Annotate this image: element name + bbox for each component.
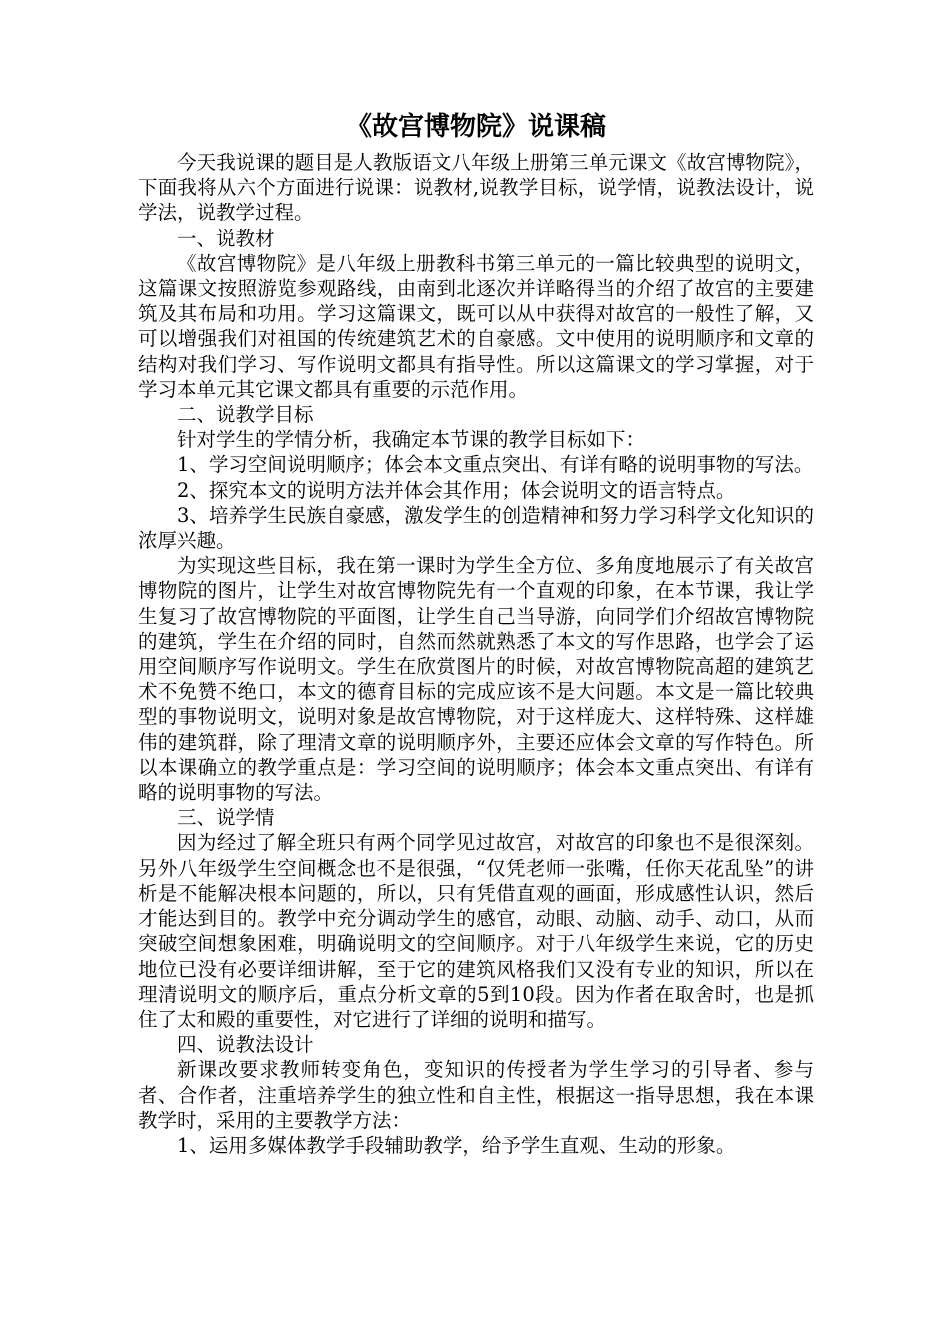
textbook-paragraph: 《故宫博物院》是八年级上册教科书第三单元的一篇比较典型的说明文，这篇课文按照游览参观路线，由南到北逐次并详略得当的介绍了故宫的主要建筑及其布局和功用。学习这篇课文，既可以从中获得对故宫的一般性了解，又可以增强我们对祖国的传统建筑艺术的自豪感。文中使用的说明顺序和文章的结构对我们学习、写作说明文都具有指导性。所以这篇课文的学习掌握，对于学习本单元其它课文都具有重要的示范作用。	[138, 251, 814, 401]
section-heading-goals: 二、说教学目标	[177, 403, 314, 427]
goals-implementation-paragraph: 为实现这些目标，我在第一课时为学生全方位、多角度地展示了有关故宫博物院的图片，让学生对故宫博物院先有一个直观的印象，在本节课，我让学生复习了故宫博物院的平面图，让学生自己当导游，向同学们介绍故宫博物院的建筑，学生在介绍的同时，自然而然就熟悉了本文的写作思路，也学会了运用空间顺序写作说明文。学生在欣赏图片的时候，对故宫博物院高超的建筑艺术不免赞不绝口，本文的德育目标的完成应该不是大问题。本文是一篇比较典型的事物说明文，说明对象是故宫博物院，对于这样庞大、这样特殊、这样雄伟的建筑群，除了理清文章的说明顺序外，主要还应体会文章的写作特色。所以本课确立的教学重点是：学习空间的说明顺序；体会本文重点突出、有详有略的说明事物的写法。	[138, 554, 814, 805]
method-item-1: 1、运用多媒体教学手段辅助教学，给予学生直观、生动的形象。	[177, 1133, 736, 1157]
section-heading-students: 三、说学情	[177, 806, 275, 830]
intro-paragraph: 今天我说课的题目是人教版语文八年级上册第三单元课文《故宫博物院》，下面我将从六个方面进行说课：说教材,说教学目标，说学情，说教法设计，说学法，说教学过程。	[138, 151, 814, 225]
document-body	[138, 150, 814, 1158]
document-page	[138, 108, 814, 1158]
goal-item-3: 3、培养学生民族自豪感，激发学生的创造精神和努力学习科学文化知识的浓厚兴趣。	[138, 503, 814, 553]
goal-item-2: 2、探究本文的说明方法并体会其作用；体会说明文的语言特点。	[177, 478, 736, 502]
students-paragraph: 因为经过了解全班只有两个同学见过故宫，对故宫的印象也不是很深刻。另外八年级学生空间概念也不是很强，“仅凭老师一张嘴，任你天花乱坠”的讲析是不能解决根本问题的，所以，只有凭借直观的画面，形成感性认识，然后才能达到目的。教学中充分调动学生的感官，动眼、动脑、动手、动口，从而突破空间想象困难，明确说明文的空间顺序。对于八年级学生来说，它的历史地位已没有必要详细讲解，至于它的建筑风格我们又没有专业的知识，所以在理清说明文的顺序后，重点分析文章的5到10段。因为作者在取舍时，也是抓住了太和殿的重要性，对它进行了详细的说明和描写。	[138, 831, 814, 1031]
document-title: 《故宫博物院》说课稿	[345, 112, 606, 142]
section-heading-methods: 四、说教法设计	[177, 1033, 314, 1057]
goals-intro-paragraph: 针对学生的学情分析，我确定本节课的教学目标如下：	[177, 428, 646, 452]
goal-item-1: 1、学习空间说明顺序；体会本文重点突出、有详有略的说明事物的写法。	[177, 453, 814, 477]
methods-paragraph: 新课改要求教师转变角色，变知识的传授者为学生学习的引导者、参与者、合作者，注重培养学生的独立性和自主性，根据这一指导思想，我在本课教学时，采用的主要教学方法：	[138, 1058, 814, 1132]
section-heading-textbook: 一、说教材	[177, 226, 275, 250]
